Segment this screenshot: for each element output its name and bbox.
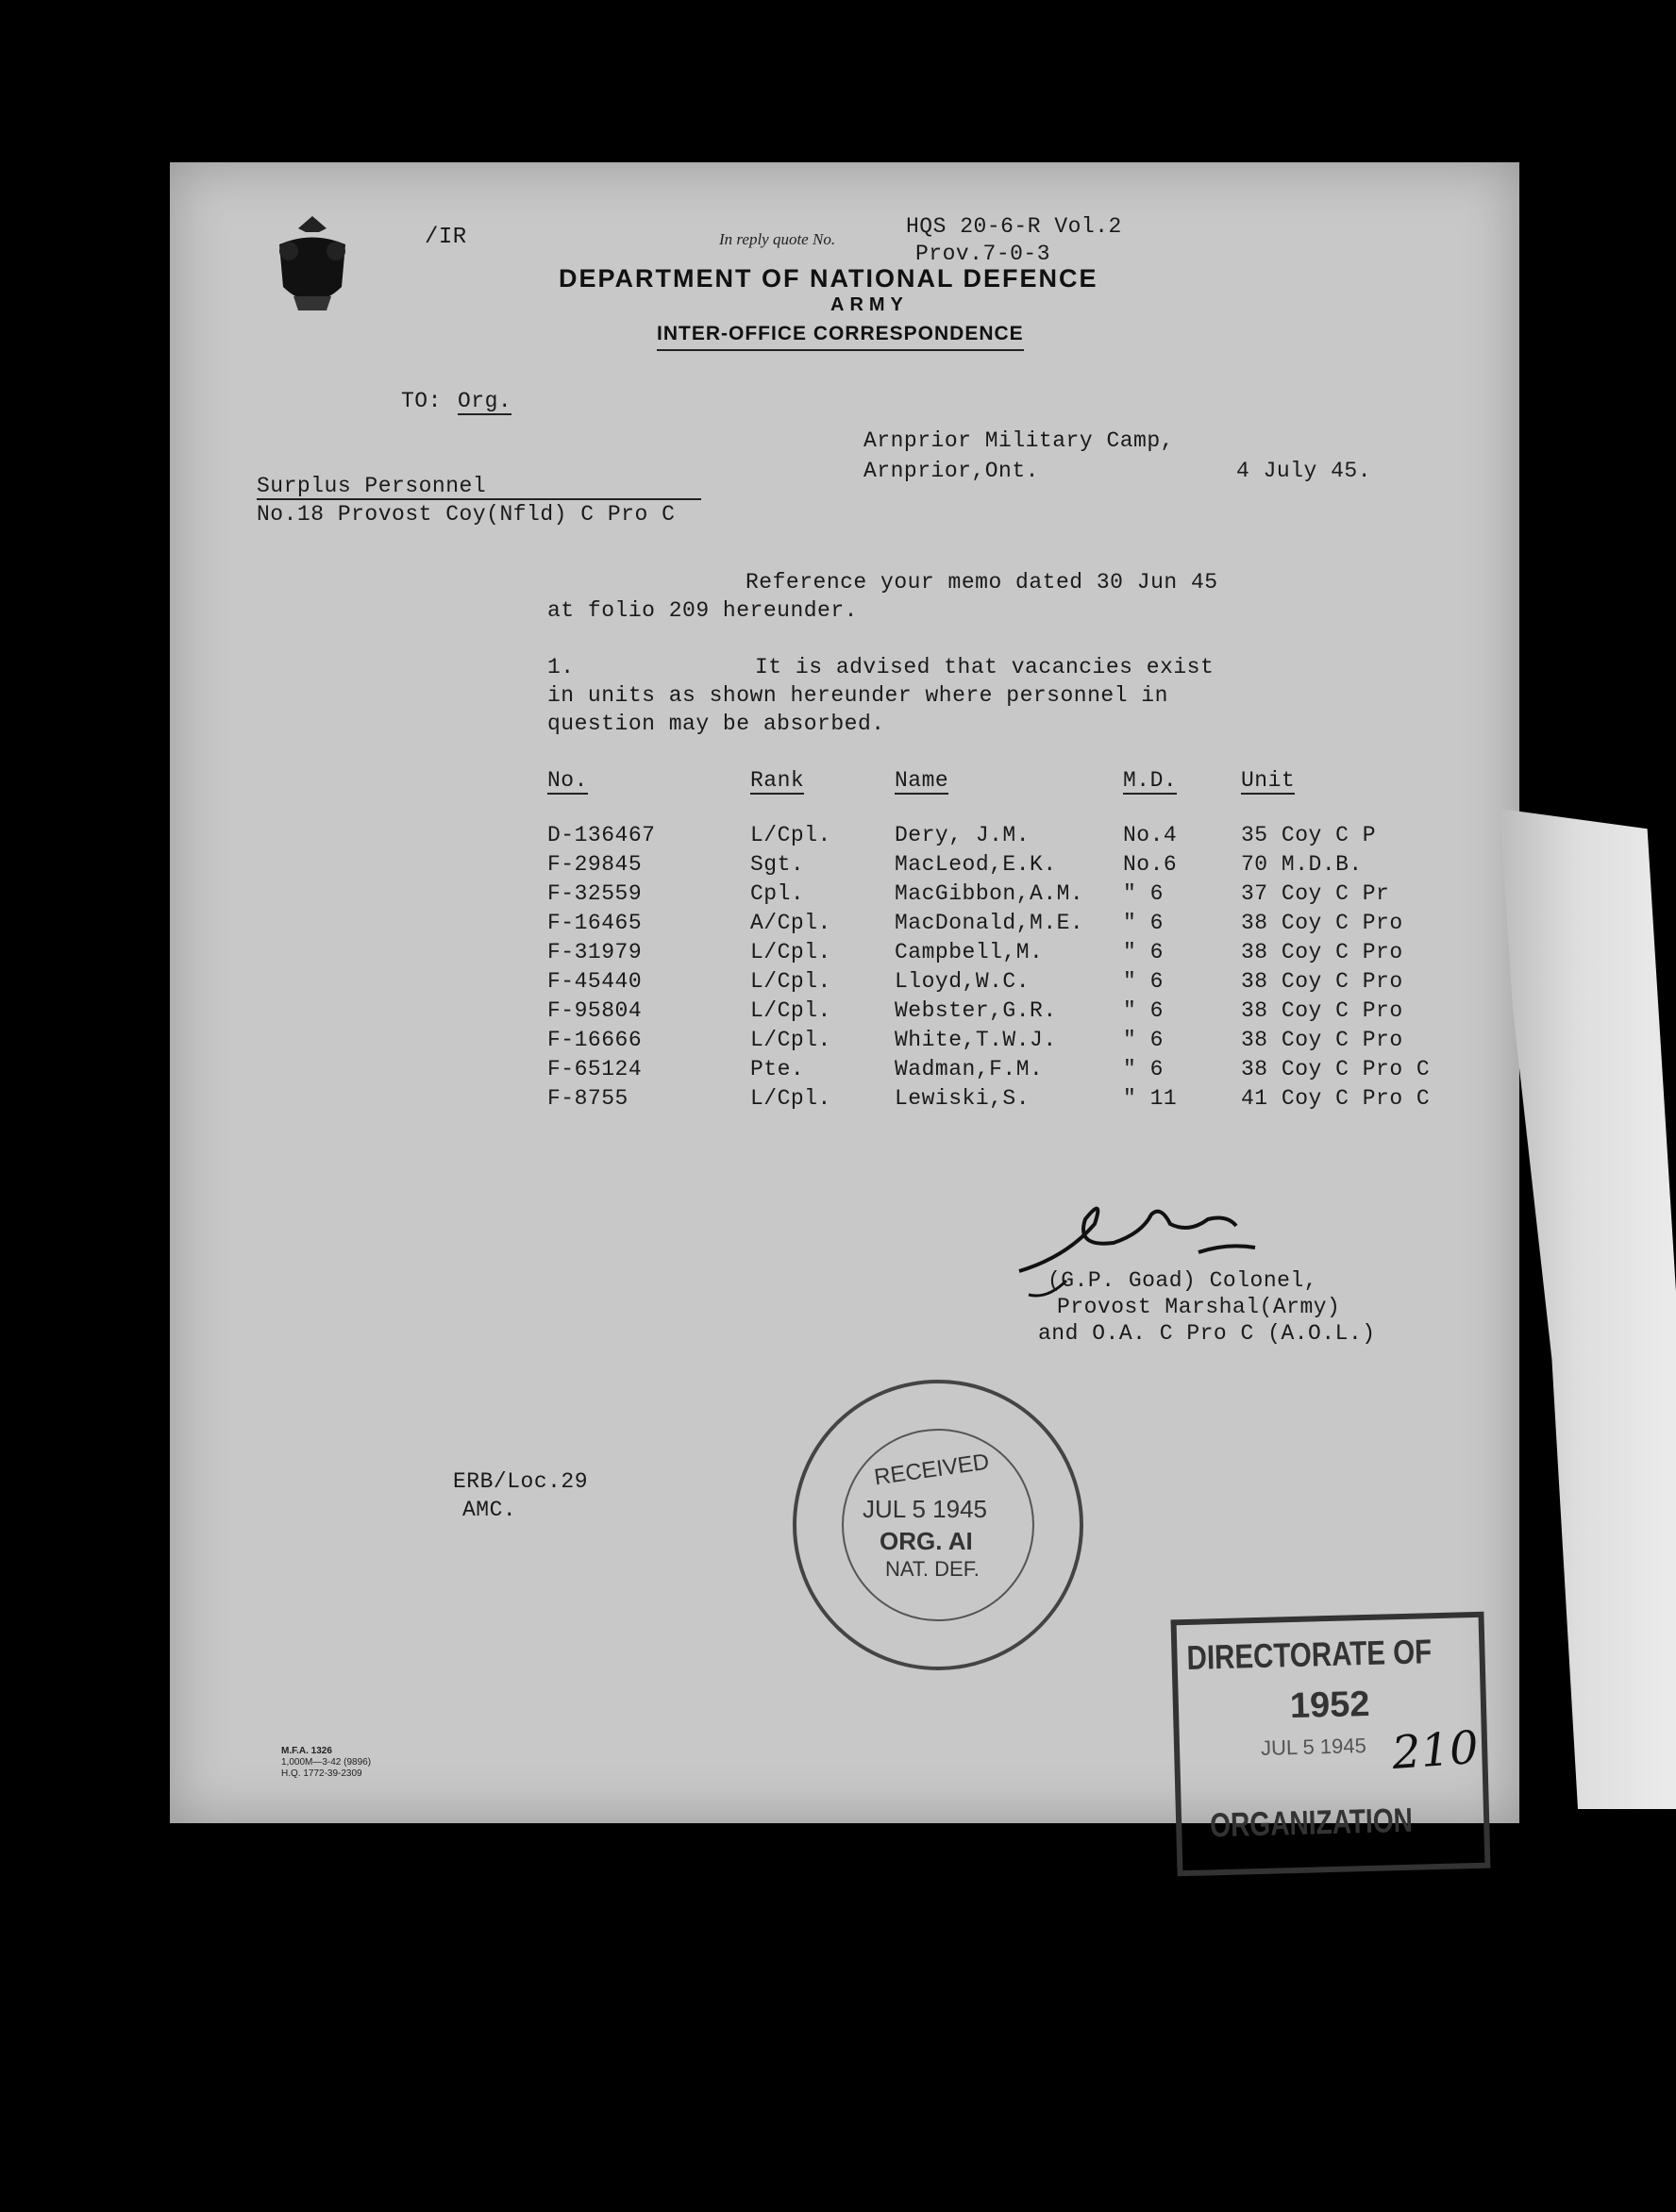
reply-label: In reply quote No. [719,230,836,248]
cell-unit: 41 Coy C Pro C [1241,1086,1431,1111]
cell-unit: 38 Coy C Pro [1241,940,1403,964]
table-row [547,998,1491,1028]
cell-md: " 6 [1123,940,1164,964]
cell-no: F-31979 [547,940,643,964]
reply-number: HQS 20-6-R Vol.2 [906,214,1122,239]
reply-sub: Prov.7-0-3 [915,242,1051,266]
cell-md: " 6 [1123,998,1164,1023]
folio-number: 210 [1390,1720,1481,1781]
table-row [547,911,1491,940]
cell-name: Wadman,F.M. [895,1057,1044,1081]
cell-rank: A/Cpl. [750,911,831,935]
cell-name: Lewiski,S. [895,1086,1031,1111]
branch-title: ARMY [830,294,909,315]
cell-no: F-16465 [547,911,643,935]
cell-no: F-95804 [547,998,643,1023]
cell-md: " 11 [1123,1086,1178,1111]
cell-rank: L/Cpl. [750,969,831,994]
form-type-title: INTER-OFFICE CORRESPONDENCE [657,323,1024,351]
cell-name: Lloyd,W.C. [895,969,1031,994]
col-header-name: Name [895,768,949,793]
cell-rank: Sgt. [750,852,805,877]
form-code-line2: 1,000M—3-42 (9896) [281,1757,372,1768]
from-line1: Surplus Personnel [257,474,701,500]
department-title: DEPARTMENT OF NATIONAL DEFENCE [559,264,1098,293]
signature-line3: and O.A. C Pro C (A.O.L.) [1038,1321,1376,1346]
cell-name: White,T.W.J. [895,1028,1057,1052]
signature-line2: Provost Marshal(Army) [1057,1295,1341,1319]
table-row [547,852,1491,881]
cell-unit: 70 M.D.B. [1241,852,1363,877]
cell-unit: 38 Coy C Pro C [1241,1057,1431,1081]
received-word: RECEIVED [872,1449,991,1491]
cell-name: Webster,G.R. [895,998,1057,1023]
table-row [547,969,1491,998]
reference-line1: Reference your memo dated 30 Jun 45 [746,570,1218,595]
cell-md: No.6 [1123,852,1178,877]
cell-rank: L/Cpl. [750,998,831,1023]
document-sheet [170,162,1519,1845]
form-code-line1: M.F.A. 1326 [281,1746,332,1756]
cell-name: MacLeod,E.K. [895,852,1057,877]
folded-page-corner [1491,809,1676,1809]
cell-rank: L/Cpl. [750,1086,831,1111]
paragraph-number: 1. [547,655,575,679]
cell-rank: L/Cpl. [750,1028,831,1052]
table-row [547,1028,1491,1057]
received-org: ORG. AI [880,1527,973,1555]
letter-date: 4 July 45. [1236,459,1372,483]
directorate-top: DIRECTORATE OF [1186,1632,1433,1677]
cell-name: MacDonald,M.E. [895,911,1084,935]
table-row [547,881,1491,911]
cell-name: Campbell,M. [895,940,1044,964]
directorate-date: JUL 5 1945 [1260,1734,1367,1760]
cell-no: F-32559 [547,881,643,906]
cell-no: F-29845 [547,852,643,877]
cell-md: " 6 [1123,1028,1164,1052]
cell-no: F-16666 [547,1028,643,1052]
to-value: Org. [458,389,512,413]
table-row [547,1086,1491,1115]
cell-unit: 35 Coy C P [1241,823,1377,847]
cell-md: " 6 [1123,1057,1164,1081]
signature-line1: (G.P. Goad) Colonel, [1048,1268,1318,1293]
cell-no: F-65124 [547,1057,643,1081]
footer-ref-line2: AMC. [462,1498,517,1522]
cell-name: Dery, J.M. [895,823,1031,847]
received-stamp [793,1380,1083,1670]
table-row [547,823,1491,852]
footer-ref-line1: ERB/Loc.29 [453,1469,589,1494]
col-header-rank: Rank [750,768,805,793]
cell-rank: L/Cpl. [750,940,831,964]
reference-line2: at folio 209 hereunder. [547,598,858,623]
table-body [547,823,1491,1115]
cell-rank: Cpl. [750,881,805,906]
to-label: TO: [401,389,442,413]
coat-of-arms-icon [260,211,364,325]
table-row [547,940,1491,969]
paragraph-line2: in units as shown hereunder where personnel in [547,683,1168,708]
received-dept: NAT. DEF. [885,1557,980,1581]
paragraph-line1: It is advised that vacancies exist [755,655,1215,679]
cell-no: F-45440 [547,969,643,994]
col-header-md: M.D. [1123,768,1178,793]
cell-no: F-8755 [547,1086,628,1111]
received-date: JUL 5 1945 [863,1495,988,1523]
cell-rank: L/Cpl. [750,823,831,847]
cell-no: D-136467 [547,823,656,847]
form-code-line3: H.Q. 1772-39-2309 [281,1768,362,1779]
cell-unit: 38 Coy C Pro [1241,998,1403,1023]
from-line2: No.18 Provost Coy(Nfld) C Pro C [257,502,676,527]
location-line2: Arnprior,Ont. [863,459,1039,483]
cell-unit: 38 Coy C Pro [1241,911,1403,935]
location-line1: Arnprior Military Camp, [863,428,1174,453]
cell-md: " 6 [1123,969,1164,994]
table-row [547,1057,1491,1086]
cell-name: MacGibbon,A.M. [895,881,1084,906]
cell-unit: 38 Coy C Pro [1241,969,1403,994]
directorate-bottom: ORGANIZATION [1209,1800,1414,1845]
cell-rank: Pte. [750,1057,805,1081]
cell-md: " 6 [1123,881,1164,906]
col-header-no: No. [547,768,588,793]
directorate-number: 1952 [1289,1684,1371,1727]
cell-unit: 37 Coy C Pr [1241,881,1390,906]
cell-unit: 38 Coy C Pro [1241,1028,1403,1052]
col-header-unit: Unit [1241,768,1296,793]
cell-md: " 6 [1123,911,1164,935]
cell-md: No.4 [1123,823,1178,847]
file-mark: /IR [425,225,467,250]
paragraph-line3: question may be absorbed. [547,712,885,736]
